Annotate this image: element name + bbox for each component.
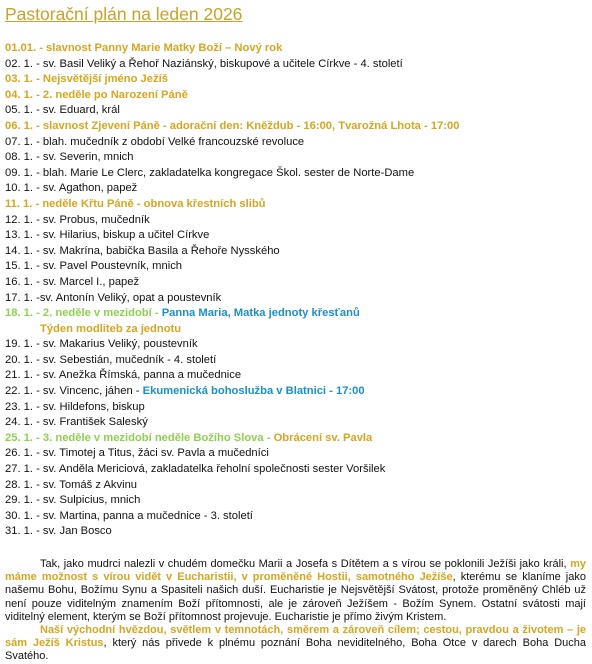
calendar-row-highlight: Obrácení sv. Pavla	[273, 431, 373, 444]
calendar-row-text: 21. 1. - sv. Anežka Římská, panna a mučednice	[5, 369, 242, 382]
calendar-row-highlight: Panna Maria, Matka jednoty křesťanů	[161, 307, 360, 320]
calendar-row-text: 06. 1. - slavnost Zjevení Páně - adorační den: Kněždub - 16:00, Tvarožná Lhota - 17:00	[5, 119, 460, 132]
paragraph-magi-text-a: Tak, jako mudrci nalezli v chudém domečku Marii a Josefa s Dítětem a s vírou se poklonili Ježíši jako králi,	[40, 558, 571, 570]
calendar-row	[5, 103, 586, 119]
calendar-row-text: 24. 1. - sv. František Saleský	[5, 416, 148, 429]
page-title: Pastorační plán na leden 2026	[5, 4, 243, 24]
calendar-row-text: 15. 1. - sv. Pavel Poustevník, mnich	[5, 260, 183, 273]
calendar-row-text: 12. 1. - sv. Probus, mučedník	[5, 213, 150, 226]
calendar-row	[5, 400, 586, 416]
calendar-row-text: 25. 1. - 3. neděle v mezidobí neděle Božího Slova -	[5, 431, 274, 444]
calendar-row-text: 18. 1. - 2. neděle v mezidobí -	[5, 307, 162, 320]
calendar-row-text: 31. 1. - sv. Jan Bosco	[5, 525, 112, 538]
calendar-row-text: 13. 1. - sv. Hilarius, biskup a učitel Církve	[5, 229, 210, 242]
calendar-row-text: 05. 1. - sv. Eduard, král	[5, 104, 120, 117]
calendar-row	[5, 524, 586, 540]
calendar-row-text: 14. 1. - sv. Makrína, babička Basila a Řehoře Nysského	[5, 244, 280, 257]
calendar-row	[5, 228, 586, 244]
calendar-row-text: 07. 1. - blah. mučedník z období Velké francouzské revoluce	[5, 135, 305, 148]
calendar-row-text: 11. 1. - neděle Křtu Páně - obnova křestních slibů	[5, 197, 266, 210]
calendar-row	[5, 197, 586, 213]
calendar-row-text: 20. 1. - sv. Sebestián, mučedník - 4. století	[5, 353, 217, 366]
calendar-row-text: 17. 1. -sv. Antonín Veliký, opat a poustevník	[5, 291, 222, 304]
calendar-row-text: 30. 1. - sv. Martina, panna a mučednice - 3. století	[5, 509, 253, 522]
calendar-row-text: 19. 1. - sv. Makarius Veliký, poustevník	[5, 338, 198, 351]
calendar-row	[5, 322, 586, 338]
calendar-row	[5, 337, 586, 353]
calendar-row-text: 28. 1. - sv. Tomáš z Akvinu	[5, 478, 138, 491]
calendar-row-text: 08. 1. - sv. Severin, mnich	[5, 151, 134, 164]
calendar-row	[5, 150, 586, 166]
calendar-row	[5, 462, 586, 478]
calendar-row-text: 04. 1. - 2. neděle po Narození Páně	[5, 88, 188, 101]
calendar-row-text: 02. 1. - sv. Basil Veliký a Řehoř Naziánský, biskupové a učitele Církve - 4. století	[5, 57, 403, 70]
paragraph-magi-highlight: my máme možnost s vírou vidět v Eucharistii, v proměněné Hostii, samotného Ježíše	[5, 558, 586, 584]
calendar-row	[5, 493, 586, 509]
calendar-row	[5, 384, 586, 400]
paragraph-star-text-b: , který nás přivede k plnému poznání Boha neviditelného, Boha Otce v darech Boha Ducha Svatého.	[5, 637, 586, 663]
paragraph-star-highlight: Naší východní hvězdou, světlem v temnotách, směrem a zároveň cílem; cestou, pravdou a životem – je sám Ježíš Kristus	[5, 624, 586, 650]
calendar-row	[5, 415, 586, 431]
calendar-row	[5, 88, 586, 104]
calendar-row	[5, 166, 586, 182]
paragraph-magi-text-c: , kterému se klaníme jako našemu Bohu, Božímu Synu a Spasiteli našich duší. Eucharistie je Nejsvětější Svátost, protože proměněný Chléb už není pouze viditelným znamením Boží přítomnosti, ale je zároveň Ježíšem - Božím Synem. Ostatní svátosti mají viditelný element, kterým se Boží přítomnost projevuje. Eucharistie je přímo živým Kristem.	[5, 571, 586, 623]
calendar-row-text: 16. 1. - sv. Marcel I., papež	[5, 275, 140, 288]
calendar-row-text: 10. 1. - sv. Agathon, papež	[5, 182, 138, 195]
calendar-row	[5, 213, 586, 229]
calendar-row-text: 03. 1. - Nejsvětější jméno Ježíš	[5, 73, 168, 86]
calendar-row	[5, 119, 586, 135]
calendar-row	[5, 181, 586, 197]
calendar-row-text: 26. 1. - sv. Timotej a Titus, žáci sv. Pavla a mučedníci	[5, 447, 269, 460]
calendar-row	[5, 244, 586, 260]
calendar-row	[5, 41, 586, 57]
calendar-row	[5, 259, 586, 275]
calendar-row	[5, 478, 586, 494]
calendar-row	[5, 446, 586, 462]
calendar-row-text: 27. 1. - sv. Anděla Mericiová, zakladatelka řeholní společnosti sester Voršilek	[5, 463, 386, 476]
calendar-row-text: Týden modliteb za jednotu	[40, 322, 182, 335]
calendar-row	[5, 275, 586, 291]
calendar-row-text: 23. 1. - sv. Hildefons, biskup	[5, 400, 145, 413]
calendar-row	[5, 72, 586, 88]
calendar-row-text: 01.01. - slavnost Panny Marie Matky Boží – Nový rok	[5, 42, 283, 54]
calendar-row	[5, 135, 586, 151]
calendar-row	[5, 509, 586, 525]
calendar-list	[5, 41, 586, 540]
calendar-row	[5, 306, 586, 322]
calendar-row	[5, 291, 586, 307]
calendar-row	[5, 353, 586, 369]
calendar-row	[5, 431, 586, 447]
paragraph-star	[5, 624, 586, 664]
calendar-row-text: 22. 1. - sv. Vincenc, jáhen -	[5, 385, 143, 398]
calendar-row	[5, 57, 586, 73]
calendar-row-text: 09. 1. - blah. Marie Le Clerc, zakladatelka kongregace Škol. sester de Norte-Dame	[5, 166, 415, 179]
calendar-row	[5, 368, 586, 384]
calendar-row-text: 29. 1. - sv. Sulpicius, mnich	[5, 494, 141, 507]
calendar-row-highlight: Ekumenická bohoslužba v Blatnici - 17:00	[142, 385, 365, 398]
paragraph-magi	[5, 558, 586, 624]
